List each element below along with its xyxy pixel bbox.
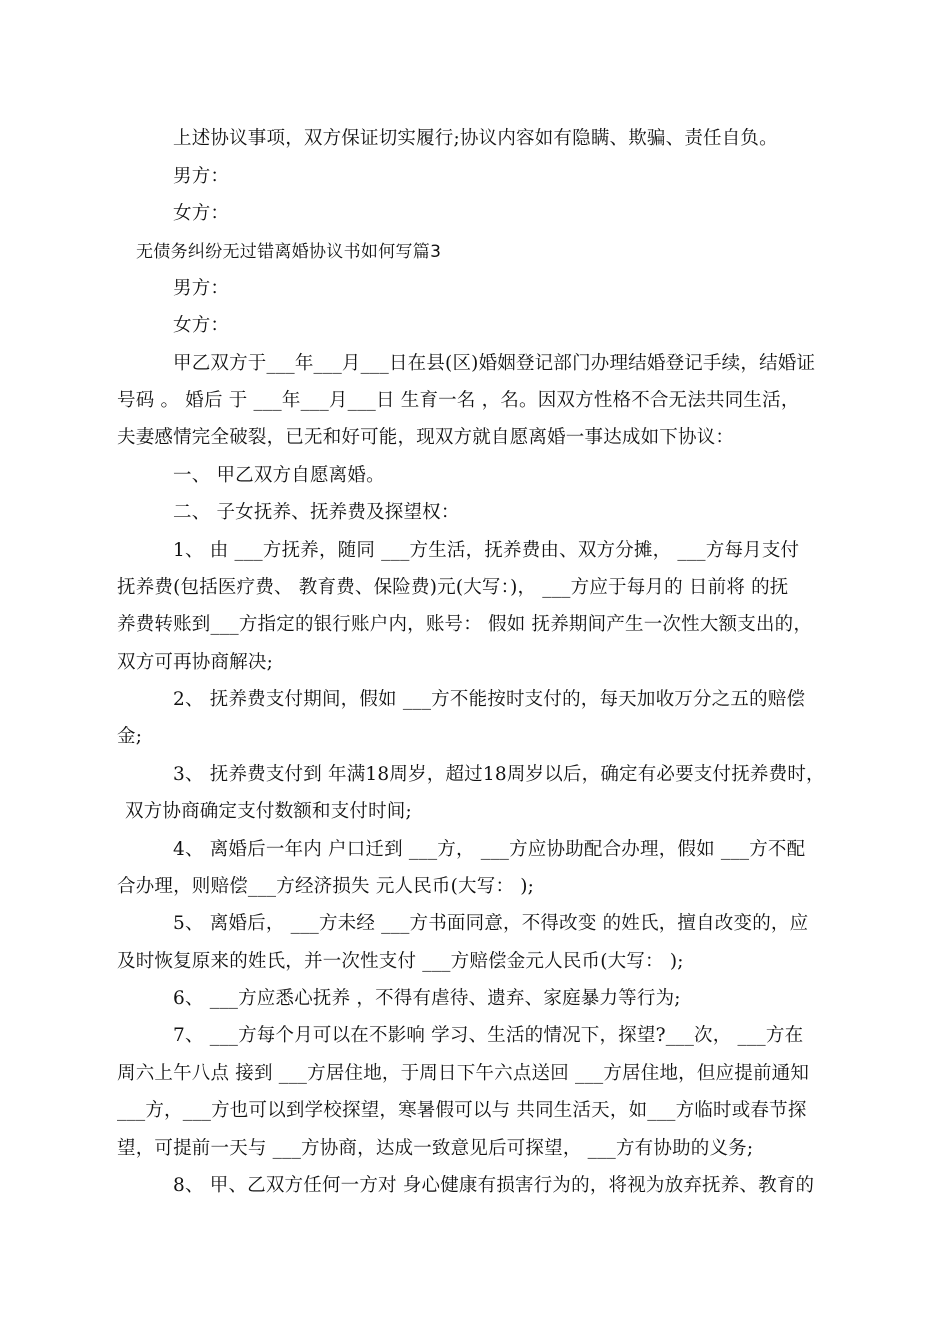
paragraph-line: ___方，___方也可以到学校探望，寒暑假可以与 共同生活天，如___方临时或春节探	[117, 1100, 807, 1121]
clause-line: 7、 ___方每个月可以在不影响 学习、生活的情况下，探望?___次， ___方在	[173, 1025, 804, 1046]
clause-line: 2、 抚养费支付期间，假如 ___方不能按时支付的，每天加收万分之五的赔偿	[173, 689, 806, 710]
clause-line: 1、 由 ___方抚养，随同 ___方生活，抚养费由、双方分摊， ___方每月支付	[173, 540, 800, 561]
paragraph-line: 抚养费(包括医疗费、 教育费、保险费)元(大写：)， ___方应于每月的 日前将 的抚	[117, 577, 789, 598]
clause-line: 3、 抚养费支付到 年满18周岁，超过18周岁以后，确定有必要支付抚养费时，	[173, 764, 825, 785]
paragraph-line: 上述协议事项，双方保证切实履行;协议内容如有隐瞒、欺骗、责任自负。	[173, 128, 778, 149]
paragraph-line: 合办理，则赔偿___方经济损失 元人民币(大写： );	[117, 876, 535, 897]
paragraph-line: 及时恢复原来的姓氏，并一次性支付 ___方赔偿金元人民币(大写： );	[117, 951, 684, 972]
paragraph-line: 金;	[117, 726, 143, 747]
paragraph-line: 双方协商确定支付数额和支付时间;	[125, 801, 412, 822]
signature-label-female: 女方：	[173, 203, 230, 224]
clause-line: 6、 ___方应悉心抚养 ，不得有虐待、遗弃、家庭暴力等行为;	[173, 988, 681, 1009]
section-heading: 无债务纠纷无过错离婚协议书如何写篇3	[136, 242, 442, 262]
paragraph-line: 夫妻感情完全破裂，已无和好可能，现双方就自愿离婚一事达成如下协议：	[117, 427, 735, 448]
signature-label-male: 男方：	[173, 166, 230, 187]
clause-line: 二、 子女抚养、抚养费及探望权：	[173, 502, 460, 523]
paragraph-line: 双方可再协商解决;	[117, 652, 274, 673]
paragraph-line: 甲乙双方于___年___月___日在县(区)婚姻登记部门办理结婚登记手续，结婚证	[173, 353, 816, 374]
clause-line: 5、 离婚后， ___方未经 ___方书面同意，不得改变 的姓氏，擅自改变的，应	[173, 913, 809, 934]
paragraph-line: 望，可提前一天与 ___方协商，达成一致意见后可探望， ___方有协助的义务;	[117, 1138, 754, 1159]
party-label-female: 女方：	[173, 315, 230, 336]
paragraph-line: 周六上午八点 接到 ___方居住地，于周日下午六点送回 ___方居住地，但应提前通知	[117, 1063, 810, 1084]
paragraph-line: 养费转账到___方指定的银行账户内，账号： 假如 抚养期间产生一次性大额支出的，	[117, 614, 813, 635]
clause-line: 一、 甲乙双方自愿离婚。	[173, 465, 385, 486]
party-label-male: 男方：	[173, 278, 230, 299]
paragraph-line: 号码 。 婚后 于 ___年___月___日 生育一名 ，名。因双方性格不合无法共同生活，	[117, 390, 800, 411]
clause-line: 8、 甲、乙双方任何一方对 身心健康有损害行为的，将视为放弃抚养、教育的	[173, 1175, 815, 1196]
clause-line: 4、 离婚后一年内 户口迁到 ___方， ___方应协助配合办理，假如 ___方不配	[173, 839, 806, 860]
